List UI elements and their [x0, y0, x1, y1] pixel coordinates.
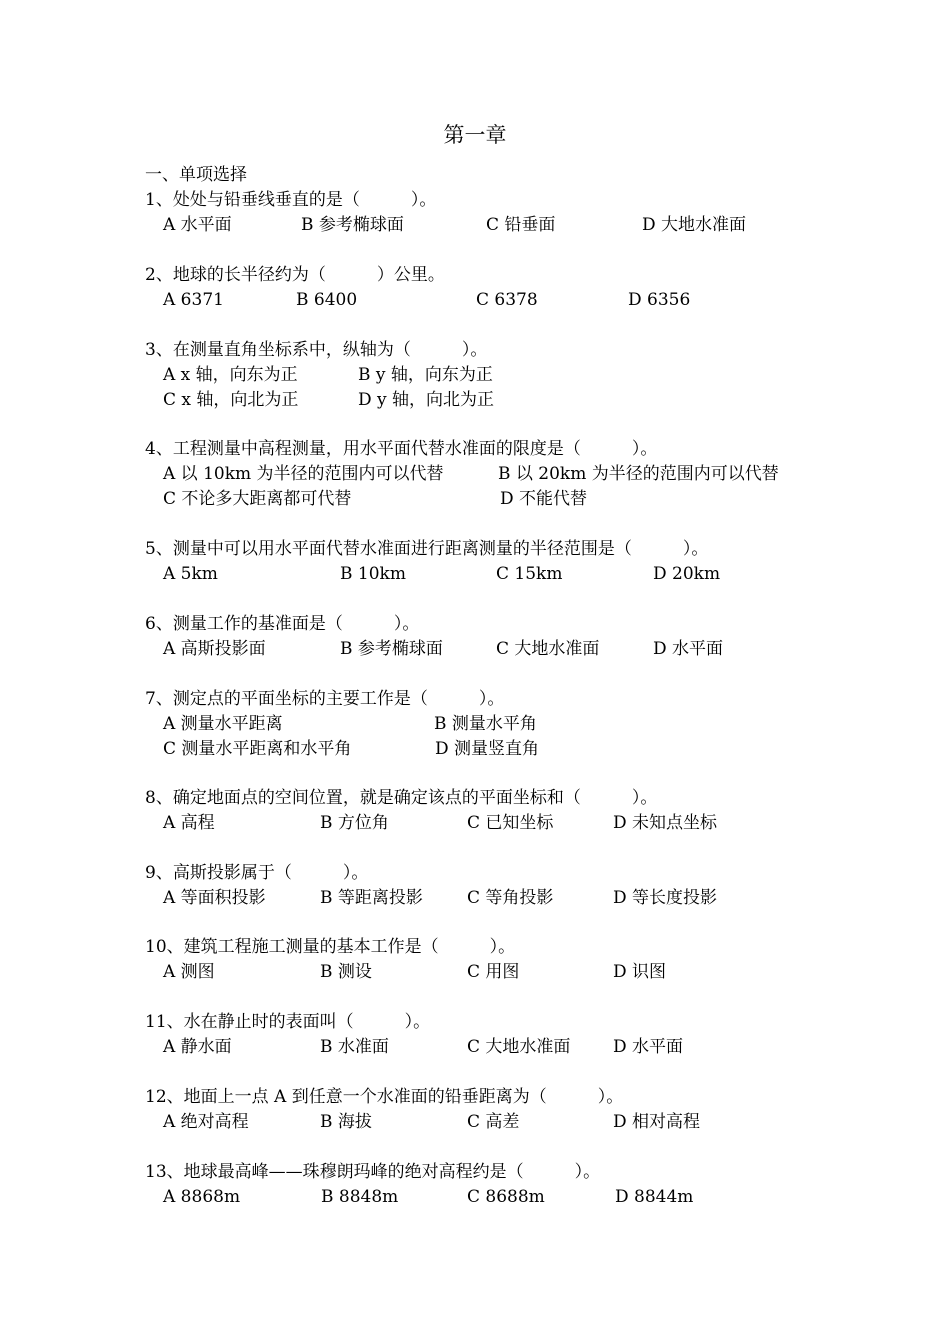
option-d: D 大地水准面 — [642, 215, 747, 235]
option-b: B 8848m — [321, 1187, 399, 1207]
option-d: D y 轴，向北为正 — [358, 390, 495, 410]
option-a: A 以 10km 为半径的范围内可以代替 — [163, 464, 444, 484]
option-d: D 测量竖直角 — [435, 739, 540, 759]
option-c: C 用图 — [467, 962, 520, 982]
question-stem: 3、在测量直角坐标系中，纵轴为（ ）。 — [145, 340, 488, 360]
question-11 — [145, 1010, 845, 1060]
option-a: A 水平面 — [163, 215, 232, 235]
options-row — [145, 388, 845, 413]
option-b: B 参考椭球面 — [340, 639, 443, 659]
section-heading: 一、单项选择 — [145, 165, 247, 185]
options-row — [145, 288, 845, 313]
question-2 — [145, 263, 845, 313]
option-d: D 8844m — [615, 1187, 694, 1207]
question-stem: 2、地球的长半径约为（ ）公里。 — [145, 265, 445, 285]
options-row — [145, 960, 845, 985]
option-a: A 5km — [163, 564, 218, 584]
option-b: B 测设 — [320, 962, 372, 982]
option-c: C 测量水平距离和水平角 — [163, 739, 352, 759]
option-c: C 大地水准面 — [496, 639, 600, 659]
question-stem: 4、工程测量中高程测量，用水平面代替水准面的限度是（ ）。 — [145, 439, 658, 459]
question-stem: 1、处处与铅垂线垂直的是（ ）。 — [145, 190, 437, 210]
option-c: C 不论多大距离都可代替 — [163, 489, 352, 509]
question-stem: 6、测量工作的基准面是（ ）。 — [145, 614, 420, 634]
options-row — [145, 1035, 845, 1060]
option-a: A x 轴，向东为正 — [163, 365, 298, 385]
option-d: D 相对高程 — [613, 1112, 701, 1132]
question-10 — [145, 935, 845, 985]
question-3 — [145, 338, 845, 413]
option-b: B 水准面 — [320, 1037, 389, 1057]
question-stem: 5、测量中可以用水平面代替水准面进行距离测量的半径范围是（ ）。 — [145, 539, 709, 559]
option-a: A 静水面 — [163, 1037, 232, 1057]
question-6 — [145, 612, 845, 662]
option-c: C 15km — [496, 564, 563, 584]
options-row — [145, 562, 845, 587]
page-title: 第一章 — [443, 123, 507, 147]
options-row — [145, 1110, 845, 1135]
option-a: A 测量水平距离 — [163, 714, 283, 734]
option-a: A 测图 — [163, 962, 215, 982]
question-13 — [145, 1160, 845, 1210]
option-a: A 高程 — [163, 813, 215, 833]
question-stem: 8、确定地面点的空间位置，就是确定该点的平面坐标和（ ）。 — [145, 788, 658, 808]
option-b: B 方位角 — [320, 813, 389, 833]
option-c: C 6378 — [476, 290, 538, 310]
option-d: D 未知点坐标 — [613, 813, 718, 833]
option-b: B 以 20km 为半径的范围内可以代替 — [498, 464, 779, 484]
option-b: B 测量水平角 — [434, 714, 537, 734]
option-b: B 10km — [340, 564, 406, 584]
option-d: D 20km — [653, 564, 721, 584]
option-d: D 识图 — [613, 962, 667, 982]
option-a: A 6371 — [163, 290, 224, 310]
option-b: B 6400 — [296, 290, 358, 310]
option-b: B 参考椭球面 — [301, 215, 404, 235]
option-a: A 高斯投影面 — [163, 639, 266, 659]
options-row — [145, 886, 845, 911]
option-c: C 高差 — [467, 1112, 520, 1132]
options-row — [145, 811, 845, 836]
question-7 — [145, 687, 845, 762]
question-1 — [145, 188, 845, 238]
options-row — [145, 1185, 845, 1210]
options-row — [145, 363, 845, 388]
options-row — [145, 487, 845, 512]
options-row — [145, 712, 845, 737]
options-row — [145, 737, 845, 762]
option-b: B y 轴，向东为正 — [358, 365, 493, 385]
options-row — [145, 213, 845, 238]
question-9 — [145, 861, 845, 911]
option-d: D 不能代替 — [500, 489, 588, 509]
option-a: A 8868m — [163, 1187, 241, 1207]
question-4 — [145, 437, 845, 512]
option-a: A 等面积投影 — [163, 888, 266, 908]
option-d: D 水平面 — [613, 1037, 684, 1057]
option-c: C 已知坐标 — [467, 813, 554, 833]
options-row — [145, 637, 845, 662]
options-row — [145, 462, 845, 487]
option-d: D 等长度投影 — [613, 888, 718, 908]
question-stem: 13、地球最高峰——珠穆朗玛峰的绝对高程约是（ ）。 — [145, 1162, 601, 1182]
question-stem: 11、水在静止时的表面叫（ ）。 — [145, 1012, 431, 1032]
question-stem: 10、建筑工程施工测量的基本工作是（ ）。 — [145, 937, 516, 957]
option-c: C x 轴，向北为正 — [163, 390, 299, 410]
option-b: B 海拔 — [320, 1112, 372, 1132]
option-b: B 等距离投影 — [320, 888, 423, 908]
option-d: D 水平面 — [653, 639, 724, 659]
option-c: C 8688m — [467, 1187, 545, 1207]
option-c: C 大地水准面 — [467, 1037, 571, 1057]
question-8 — [145, 786, 845, 836]
question-stem: 9、高斯投影属于（ ）。 — [145, 863, 369, 883]
option-d: D 6356 — [628, 290, 691, 310]
question-stem: 7、测定点的平面坐标的主要工作是（ ）。 — [145, 689, 505, 709]
option-c: C 铅垂面 — [486, 215, 556, 235]
option-c: C 等角投影 — [467, 888, 554, 908]
question-stem: 12、地面上一点 A 到任意一个水准面的铅垂距离为（ ）。 — [145, 1087, 624, 1107]
question-12 — [145, 1085, 845, 1135]
option-a: A 绝对高程 — [163, 1112, 249, 1132]
question-5 — [145, 537, 845, 587]
